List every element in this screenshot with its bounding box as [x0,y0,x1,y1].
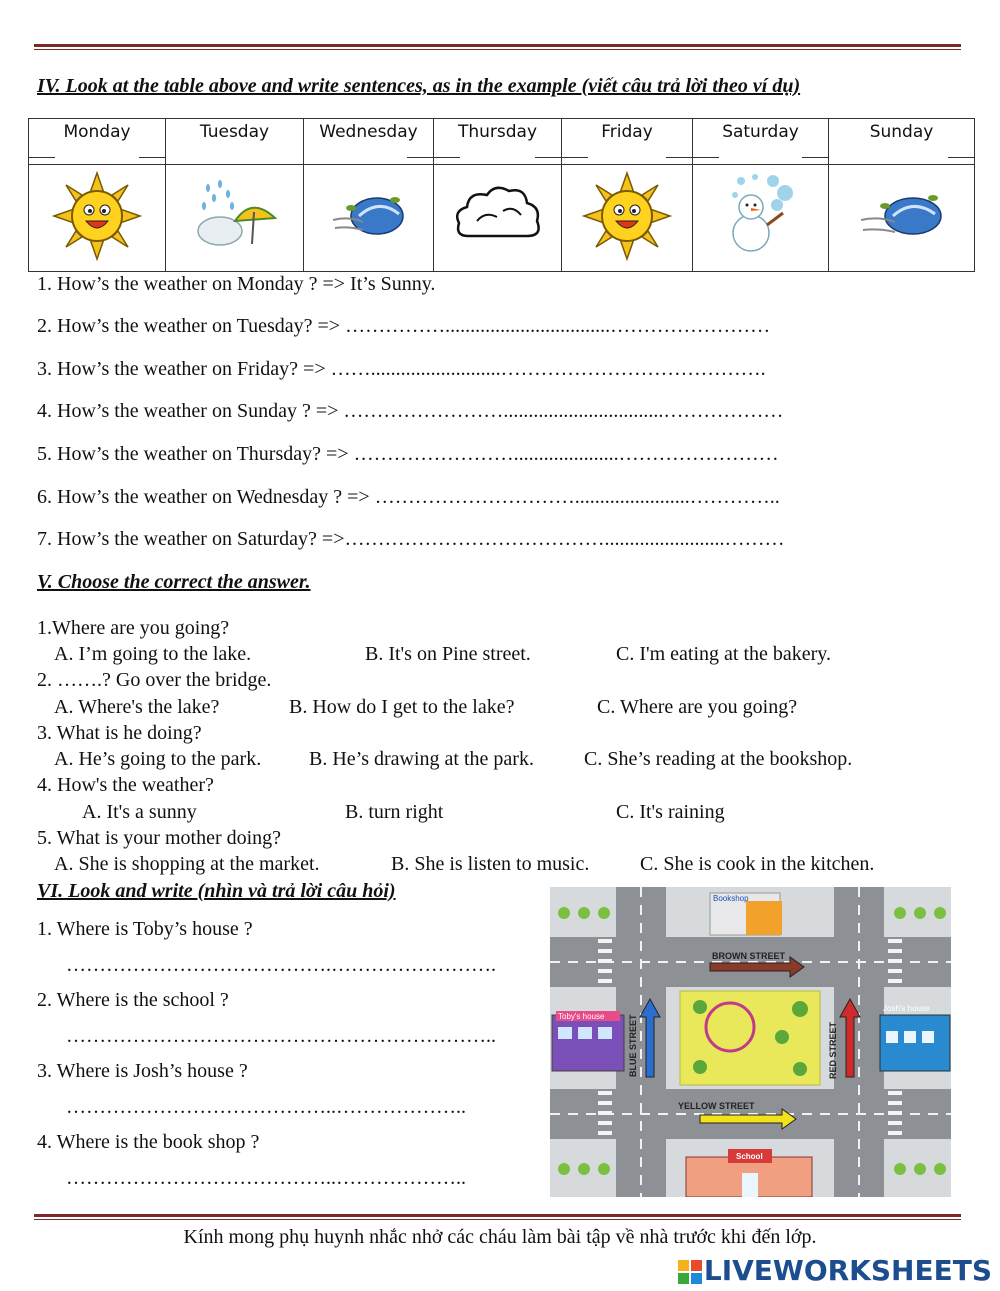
mc-option-3c[interactable]: C. She’s reading at the bookshop. [584,748,853,770]
bottom-rule-thin [34,1219,961,1220]
cloud-icon [453,181,543,251]
mc-option-5b[interactable]: B. She is listen to music. [391,853,590,875]
bottom-rule [34,1214,961,1217]
mc-question-3: 3. What is he doing? [37,722,202,744]
mc-option-5c[interactable]: C. She is cook in the kitchen. [640,853,875,875]
liveworksheets-logo-icon [678,1260,702,1284]
mc-option-1c[interactable]: C. I'm eating at the bakery. [616,643,832,665]
map-label-red-street: RED STREET [828,1021,838,1079]
mc-question-1: 1.Where are you going? [37,617,230,639]
map-question-1: 1. Where is Toby’s house ? [37,918,253,940]
top-rule-thin [34,49,961,50]
sun-icon [52,171,142,261]
mc-question-5: 5. What is your mother doing? [37,827,282,849]
mc-option-3a[interactable]: A. He’s going to the park. [54,748,262,770]
question-1: 1. How’s the weather on Monday ? => It’s Sunny. [37,273,436,295]
map-label-brown-street: BROWN STREET [712,951,785,961]
map-label-bookshop: Bookshop [713,894,749,903]
wind-icon [857,186,947,246]
rain-umbrella-icon [190,176,280,256]
map-answer-1[interactable]: ………………………………….……………………. [66,954,496,976]
question-7: 7. How’s the weather on Saturday? =>…………………………………........................……… [37,528,785,550]
mc-option-2b[interactable]: B. How do I get to the lake? [289,696,515,718]
map-answer-4[interactable]: …………………………………..……………….. [66,1167,466,1189]
mc-option-1a[interactable]: A. I’m going to the lake. [54,643,252,665]
map-label-joshs-house: Josh's house [883,1004,930,1013]
question-5: 5. How’s the weather on Thursday? => …………………….....................…………………… [37,443,779,465]
street-map-svg [550,887,951,1197]
mc-option-1b[interactable]: B. It's on Pine street. [365,643,531,665]
weather-table [28,118,975,272]
mc-option-2a[interactable]: A. Where's the lake? [54,696,220,718]
street-map [550,887,951,1197]
snowman-icon [721,171,801,261]
liveworksheets-brand[interactable] [678,1254,992,1287]
mc-option-3b[interactable]: B. He’s drawing at the park. [309,748,534,770]
day-thursday: Thursday [434,119,562,165]
brand-text: LIVEWORKSHEETS [703,1254,992,1287]
mc-option-4a[interactable]: A. It's a sunny [82,801,197,823]
day-saturday: Saturday [693,119,829,165]
question-3: 3. How’s the weather on Friday? => ……..........................…………………………………. [37,358,766,380]
section6-title: VI. Look and write (nhìn và trả lời câu hỏi) [37,880,396,902]
mc-question-2: 2. …….? Go over the bridge. [37,669,272,691]
section5-title: V. Choose the correct the answer. [37,571,311,593]
mc-option-2c[interactable]: C. Where are you going? [597,696,798,718]
section4-title: IV. Look at the table above and write sentences, as in the example (viết câu trả lời theo ví dụ) [37,75,801,97]
mc-option-4c[interactable]: C. It's raining [616,801,725,823]
map-label-blue-street: BLUE STREET [628,1014,638,1077]
day-wednesday: Wednesday [304,119,434,165]
mc-option-5a[interactable]: A. She is shopping at the market. [54,853,320,875]
map-question-2: 2. Where is the school ? [37,989,229,1011]
map-label-tobys-house: Toby's house [558,1012,605,1021]
day-monday: Monday [29,119,166,165]
map-question-4: 4. Where is the book shop ? [37,1131,260,1153]
day-tuesday: Tuesday [166,119,304,165]
top-rule [34,44,961,47]
map-answer-2[interactable]: ……………………………………………………….. [66,1025,496,1047]
day-friday: Friday [562,119,693,165]
wind-icon [329,186,409,246]
footer-note: Kính mong phụ huynh nhắc nhở các cháu làm bài tập về nhà trước khi đến lớp. [183,1226,817,1248]
map-label-yellow-street: YELLOW STREET [678,1101,755,1111]
question-4: 4. How’s the weather on Sunday ? => ……………………................................……………… [37,400,784,422]
question-6: 6. How’s the weather on Wednesday ? => ………………………….......................………….. [37,486,780,508]
mc-option-4b[interactable]: B. turn right [345,801,444,823]
day-sunday: Sunday [829,119,975,165]
map-answer-3[interactable]: …………………………………..……………….. [66,1096,466,1118]
map-question-3: 3. Where is Josh’s house ? [37,1060,248,1082]
mc-question-4: 4. How's the weather? [37,774,214,796]
map-label-school: School [736,1152,763,1161]
question-2: 2. How’s the weather on Tuesday? => …………….................................…………………… [37,315,771,337]
sun-icon [582,171,672,261]
